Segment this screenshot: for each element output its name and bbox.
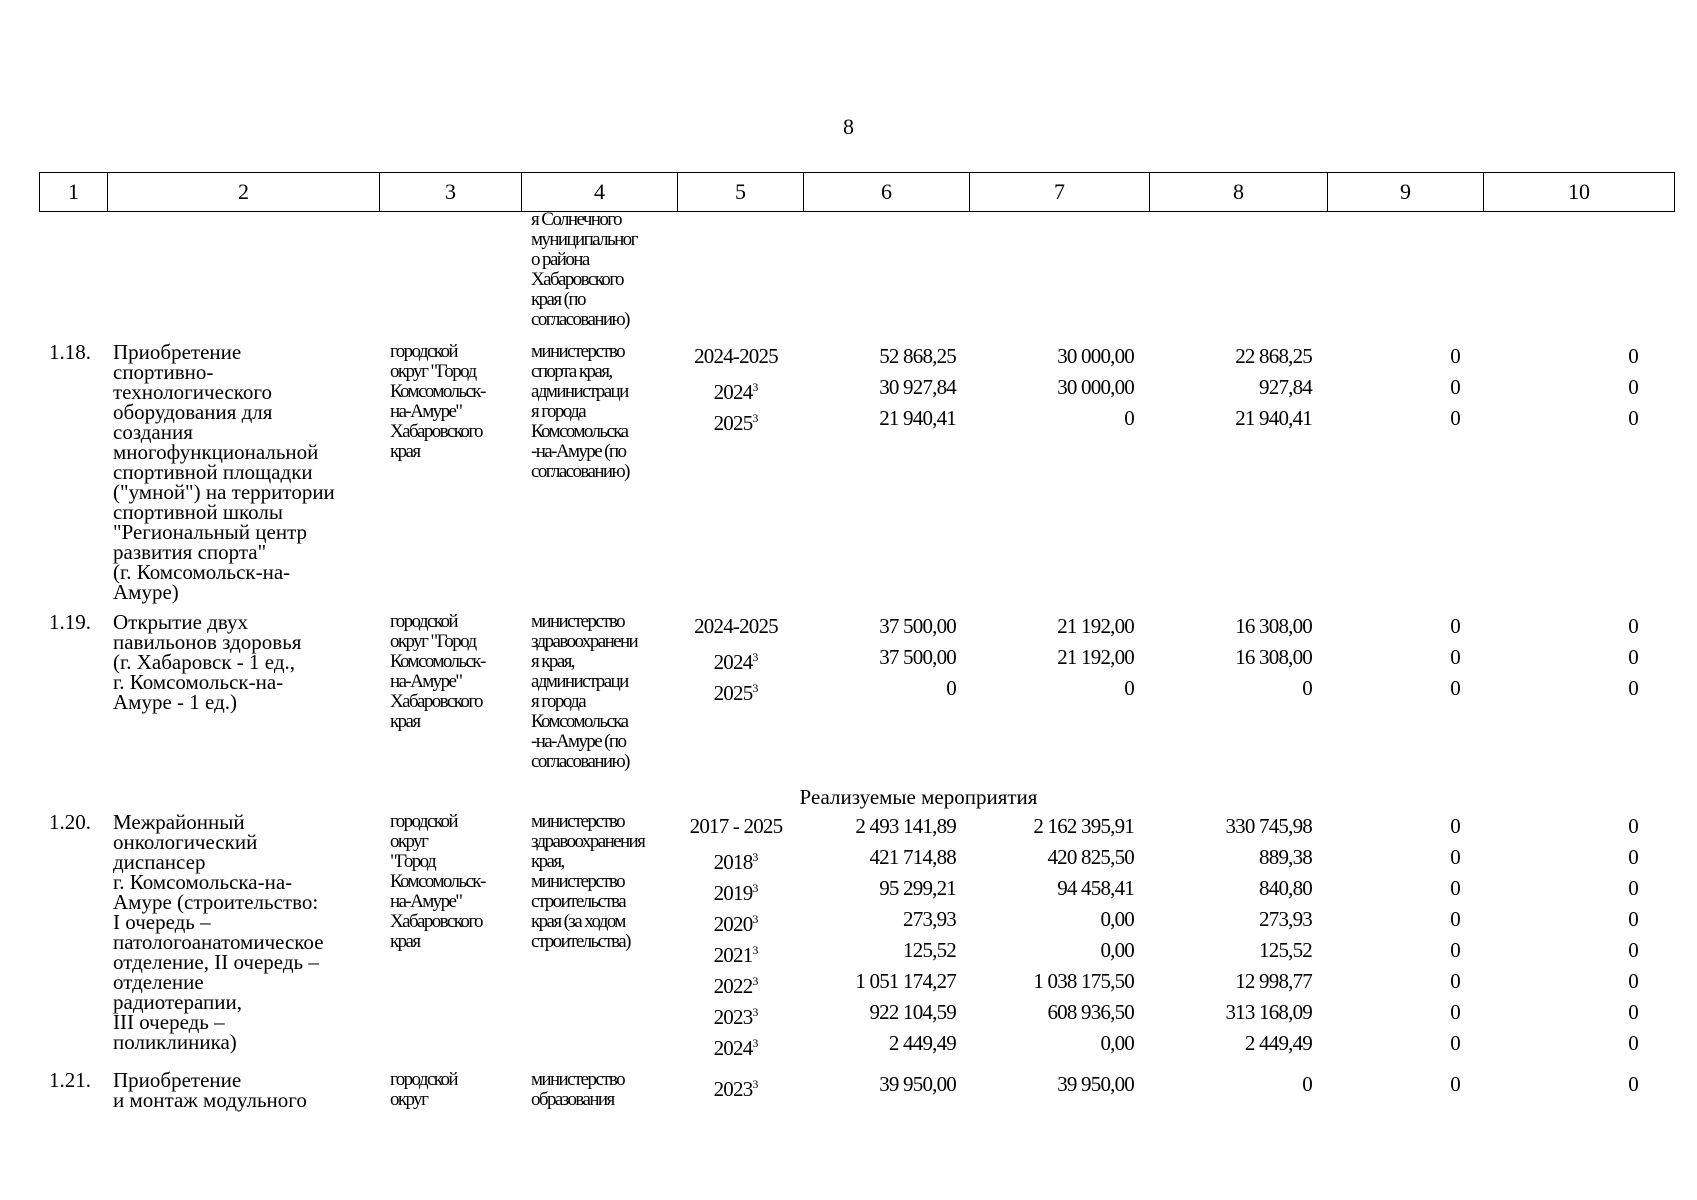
activity-name-line: многофункциональной xyxy=(113,440,319,464)
municipality-line: округ xyxy=(390,831,428,852)
total-amount-value: 922 104,59 xyxy=(869,1000,956,1024)
row-number: 1.19. xyxy=(49,610,91,634)
period-value xyxy=(672,1070,800,1101)
other-sources xyxy=(1470,1070,1638,1101)
regional-budget xyxy=(1144,1070,1312,1101)
period-value xyxy=(672,342,800,373)
municipality-line: округ "Город xyxy=(390,361,476,382)
responsible-body-line: администраци xyxy=(531,381,628,402)
municipality-line: городской xyxy=(390,611,457,632)
continuation-row xyxy=(0,210,1697,342)
municipality-line: края xyxy=(390,711,420,732)
rows-after-section xyxy=(0,812,1697,1120)
total-amount xyxy=(808,342,956,435)
regional-budget-value: 16 308,00 xyxy=(1235,645,1312,669)
other-sources xyxy=(1470,812,1638,1060)
period-value xyxy=(672,643,800,674)
regional-budget-value: 273,93 xyxy=(1259,907,1312,931)
total-amount-value: 2 449,49 xyxy=(888,1031,956,1055)
responsible-body-line: -на-Амуре (по xyxy=(531,731,626,752)
footnote-mark: 3 xyxy=(752,943,759,957)
federal-budget-value: 420 825,50 xyxy=(1047,845,1134,869)
period-value xyxy=(672,674,800,705)
activity-name-line: I очередь – xyxy=(113,910,211,934)
other-sources-value: 0 xyxy=(1628,845,1638,869)
responsible-body xyxy=(531,812,671,952)
regional-budget-value: 21 940,41 xyxy=(1235,406,1312,430)
federal-budget xyxy=(968,612,1134,705)
federal-budget-value: 0 xyxy=(1124,406,1134,430)
column-header-2: 2 xyxy=(108,173,380,212)
period-text: 2017 - 2025 xyxy=(689,814,783,838)
activity-name xyxy=(113,342,375,602)
federal-budget-value: 21 192,00 xyxy=(1057,614,1134,638)
regional-budget-value: 16 308,00 xyxy=(1235,614,1312,638)
municipality-line: "Город xyxy=(390,851,436,872)
responsible-body-line: Комсомольска xyxy=(531,711,628,732)
regional-budget xyxy=(1144,342,1312,435)
other-sources-value: 0 xyxy=(1628,938,1638,962)
regional-budget-value: 927,84 xyxy=(1259,375,1312,399)
period-value xyxy=(672,843,800,874)
other-sources-value: 0 xyxy=(1628,344,1638,368)
activity-name-line: Амуре (строительство: xyxy=(113,890,319,914)
local-budget-value: 0 xyxy=(1450,814,1460,838)
activity-name-line: спортивной площадки xyxy=(113,460,313,484)
responsible-body-line: я Солнечного xyxy=(531,209,621,230)
rows-before-section xyxy=(0,342,1697,782)
period-text: 2023 xyxy=(713,1005,753,1029)
period-value xyxy=(672,998,800,1029)
footnote-mark: 3 xyxy=(752,681,759,695)
responsible-body-line: о района xyxy=(531,249,589,270)
regional-budget-value: 2 449,49 xyxy=(1244,1031,1312,1055)
period-text: 2025 xyxy=(713,411,753,435)
responsible-body xyxy=(531,612,671,772)
footnote-mark: 3 xyxy=(752,912,759,926)
local-budget-value: 0 xyxy=(1450,406,1460,430)
activity-name-line: развития спорта" xyxy=(113,540,267,564)
period-text: 2024 xyxy=(713,380,753,404)
footnote-mark: 3 xyxy=(752,380,759,394)
responsible-body-line: образования xyxy=(531,1089,614,1110)
federal-budget-value: 2 162 395,91 xyxy=(1033,814,1134,838)
responsible-body-line: администраци xyxy=(531,671,628,692)
responsible-body xyxy=(531,210,671,330)
regional-budget-value: 0 xyxy=(1302,1072,1312,1096)
column-header-10: 10 xyxy=(1484,173,1675,212)
regional-budget-value: 889,38 xyxy=(1259,845,1312,869)
activity-name-line: спортивной школы xyxy=(113,500,283,524)
other-sources-value: 0 xyxy=(1628,375,1638,399)
total-amount-value: 37 500,00 xyxy=(879,645,956,669)
local-budget-value: 0 xyxy=(1450,969,1460,993)
total-amount-value: 421 714,88 xyxy=(869,845,956,869)
period-value xyxy=(672,967,800,998)
column-header-4: 4 xyxy=(522,173,678,212)
responsible-body-line: министерство xyxy=(531,1069,625,1090)
local-budget-value: 0 xyxy=(1450,1031,1460,1055)
municipality-line: Комсомольск- xyxy=(390,381,485,402)
footnote-mark: 3 xyxy=(752,1036,759,1050)
footnote-mark: 3 xyxy=(752,1077,759,1091)
period-value xyxy=(672,373,800,404)
other-sources-value: 0 xyxy=(1628,969,1638,993)
responsible-body-line: края (за ходом xyxy=(531,911,625,932)
responsible-body-line: министерство xyxy=(531,341,625,362)
column-header-9: 9 xyxy=(1328,173,1484,212)
activity-name-line: III очередь – xyxy=(113,1010,225,1034)
period-text: 2021 xyxy=(713,943,753,967)
municipality-line: Комсомольск- xyxy=(390,871,485,892)
federal-budget-value: 21 192,00 xyxy=(1057,645,1134,669)
municipality-line: городской xyxy=(390,811,457,832)
municipality-line: края xyxy=(390,441,420,462)
regional-budget-value: 840,80 xyxy=(1259,876,1312,900)
local-budget-value: 0 xyxy=(1450,375,1460,399)
total-amount-value: 95 299,21 xyxy=(879,876,956,900)
responsible-body-line: здравоохранения xyxy=(531,831,645,852)
period-text: 2020 xyxy=(713,912,753,936)
activity-name-line: (г. Комсомольск-на- xyxy=(113,560,291,584)
responsible-body-line: здравоохранени xyxy=(531,631,638,652)
activity-name-line: Межрайонный xyxy=(113,810,245,834)
responsible-body-line: -на-Амуре (по xyxy=(531,441,626,462)
regional-budget-value: 0 xyxy=(1302,676,1312,700)
total-amount-value: 21 940,41 xyxy=(879,406,956,430)
municipality xyxy=(390,1070,520,1110)
row-number: 1.20. xyxy=(49,810,91,834)
period-value xyxy=(672,874,800,905)
municipality-line: на-Амуре" xyxy=(390,891,462,912)
activity-name-line: и монтаж модульного xyxy=(113,1088,307,1112)
local-budget-value: 0 xyxy=(1450,344,1460,368)
responsible-body-line: я города xyxy=(531,691,586,712)
period-column xyxy=(672,342,800,435)
federal-budget-value: 94 458,41 xyxy=(1057,876,1134,900)
responsible-body-line: согласованию) xyxy=(531,461,629,482)
other-sources-value: 0 xyxy=(1628,876,1638,900)
other-sources-value: 0 xyxy=(1628,614,1638,638)
local-budget-value: 0 xyxy=(1450,1000,1460,1024)
federal-budget xyxy=(968,812,1134,1060)
local-budget-value: 0 xyxy=(1450,907,1460,931)
federal-budget-value: 0,00 xyxy=(1100,907,1134,931)
responsible-body-line: согласованию) xyxy=(531,751,629,772)
period-text: 2018 xyxy=(713,850,753,874)
regional-budget-value: 22 868,25 xyxy=(1235,344,1312,368)
responsible-body-line: края (по xyxy=(531,289,585,310)
local-budget xyxy=(1320,1070,1460,1101)
local-budget-value: 0 xyxy=(1450,876,1460,900)
municipality-line: на-Амуре" xyxy=(390,401,462,422)
local-budget-value: 0 xyxy=(1450,614,1460,638)
period-column xyxy=(672,612,800,705)
activity-name-line: поликлиника) xyxy=(113,1030,237,1054)
column-header-7: 7 xyxy=(970,173,1150,212)
local-budget xyxy=(1320,612,1460,705)
responsible-body-line: министерство xyxy=(531,871,625,892)
total-amount-value: 37 500,00 xyxy=(879,614,956,638)
responsible-body-line: министерство xyxy=(531,611,625,632)
period-value xyxy=(672,905,800,936)
federal-budget-value: 0 xyxy=(1124,676,1134,700)
federal-budget-value: 0,00 xyxy=(1100,938,1134,962)
activity-name-line: (г. Хабаровск - 1 ед., xyxy=(113,650,296,674)
activity-name-line: спортивно- xyxy=(113,360,214,384)
period-text: 2023 xyxy=(713,1077,753,1101)
footnote-mark: 3 xyxy=(752,1005,759,1019)
activity-name-line: создания xyxy=(113,420,193,444)
total-amount xyxy=(808,612,956,705)
footnote-mark: 3 xyxy=(752,411,759,425)
row-number: 1.18. xyxy=(49,340,91,364)
footnote-mark: 3 xyxy=(752,650,759,664)
period-value xyxy=(672,404,800,435)
federal-budget xyxy=(968,1070,1134,1101)
local-budget-value: 0 xyxy=(1450,1072,1460,1096)
regional-budget-value: 125,52 xyxy=(1259,938,1312,962)
municipality-line: на-Амуре" xyxy=(390,671,462,692)
responsible-body-line: спорта края, xyxy=(531,361,612,382)
federal-budget-value: 608 936,50 xyxy=(1047,1000,1134,1024)
column-header-table xyxy=(39,172,1675,212)
municipality-line: городской xyxy=(390,341,457,362)
municipality-line: городской xyxy=(390,1069,457,1090)
activity-name-line: онкологический xyxy=(113,830,258,854)
activity-name-line: оборудования для xyxy=(113,400,273,424)
municipality-line: Хабаровского xyxy=(390,691,482,712)
period-text: 2019 xyxy=(713,881,753,905)
federal-budget-value: 30 000,00 xyxy=(1057,375,1134,399)
footnote-mark: 3 xyxy=(752,850,759,864)
municipality-line: Комсомольск- xyxy=(390,651,485,672)
regional-budget-value: 313 168,09 xyxy=(1225,1000,1312,1024)
period-column xyxy=(672,812,800,1060)
responsible-body-line: Хабаровского xyxy=(531,269,623,290)
table-body xyxy=(0,210,1697,1120)
activity-name-line: ("умной") на территории xyxy=(113,480,335,504)
period-value xyxy=(672,612,800,643)
responsible-body-line: муниципальног xyxy=(531,229,637,250)
other-sources-value: 0 xyxy=(1628,1000,1638,1024)
activity-name-line: диспансер xyxy=(113,850,206,874)
activity-name xyxy=(113,612,375,712)
activity-name-line: Открытие двух xyxy=(113,610,249,634)
activity-name-line: патологоанатомическое xyxy=(113,930,324,954)
local-budget-value: 0 xyxy=(1450,845,1460,869)
period-text: 2024 xyxy=(713,1036,753,1060)
local-budget-value: 0 xyxy=(1450,676,1460,700)
table-row xyxy=(0,812,1697,1070)
activity-name xyxy=(113,812,375,1052)
section-title: Реализуемые мероприятия xyxy=(799,785,1038,809)
regional-budget-value: 12 998,77 xyxy=(1235,969,1312,993)
local-budget xyxy=(1320,812,1460,1060)
responsible-body-line: края, xyxy=(531,851,564,872)
activity-name-line: Амуре - 1 ед.) xyxy=(113,690,237,714)
regional-budget xyxy=(1144,812,1312,1060)
table-row xyxy=(0,342,1697,612)
municipality-line: округ xyxy=(390,1089,428,1110)
total-amount-value: 52 868,25 xyxy=(879,344,956,368)
other-sources-value: 0 xyxy=(1628,907,1638,931)
row-number: 1.21. xyxy=(49,1068,91,1092)
activity-name-line: отделение xyxy=(113,970,204,994)
footnote-mark: 3 xyxy=(752,974,759,988)
responsible-body xyxy=(531,1070,671,1110)
total-amount-value: 2 493 141,89 xyxy=(855,814,956,838)
responsible-body-line: министерство xyxy=(531,811,625,832)
local-budget xyxy=(1320,342,1460,435)
other-sources xyxy=(1470,612,1638,705)
activity-name-line: радиотерапии, xyxy=(113,990,242,1014)
regional-budget-value: 330 745,98 xyxy=(1225,814,1312,838)
other-sources xyxy=(1470,342,1638,435)
period-text: 2024-2025 xyxy=(694,344,778,368)
total-amount-value: 273,93 xyxy=(903,907,956,931)
column-header-3: 3 xyxy=(380,173,522,212)
activity-name xyxy=(113,1070,375,1110)
responsible-body-line: согласованию) xyxy=(531,309,629,330)
total-amount-value: 125,52 xyxy=(903,938,956,962)
responsible-body xyxy=(531,342,671,482)
other-sources-value: 0 xyxy=(1628,676,1638,700)
other-sources-value: 0 xyxy=(1628,1031,1638,1055)
federal-budget-value: 0,00 xyxy=(1100,1031,1134,1055)
column-header-8: 8 xyxy=(1150,173,1328,212)
activity-name-line: "Региональный центр xyxy=(113,520,308,544)
federal-budget-value: 39 950,00 xyxy=(1057,1072,1134,1096)
period-column xyxy=(672,1070,800,1101)
responsible-body-line: строительства) xyxy=(531,931,630,952)
activity-name-line: Амуре) xyxy=(113,580,179,604)
period-value xyxy=(672,936,800,967)
other-sources-value: 0 xyxy=(1628,645,1638,669)
period-value xyxy=(672,812,800,843)
footnote-mark: 3 xyxy=(752,881,759,895)
municipality-line: округ "Город xyxy=(390,631,476,652)
activity-name-line: отделение, II очередь – xyxy=(113,950,319,974)
responsible-body-line: я края, xyxy=(531,651,574,672)
column-header-1: 1 xyxy=(40,173,108,212)
federal-budget xyxy=(968,342,1134,435)
activity-name-line: Приобретение xyxy=(113,1068,242,1092)
total-amount-value: 30 927,84 xyxy=(879,375,956,399)
other-sources-value: 0 xyxy=(1628,406,1638,430)
federal-budget-value: 1 038 175,50 xyxy=(1033,969,1134,993)
activity-name-line: г. Комсомольска-на- xyxy=(113,870,293,894)
responsible-body-line: я города xyxy=(531,401,586,422)
total-amount-value: 1 051 174,27 xyxy=(855,969,956,993)
municipality xyxy=(390,342,520,462)
page-number: 8 xyxy=(843,114,854,139)
table-row xyxy=(0,612,1697,782)
activity-name-line: Приобретение xyxy=(113,340,242,364)
period-text: 2025 xyxy=(713,681,753,705)
local-budget-value: 0 xyxy=(1450,645,1460,669)
municipality xyxy=(390,812,520,952)
period-text: 2024-2025 xyxy=(694,614,778,638)
other-sources-value: 0 xyxy=(1628,1072,1638,1096)
federal-budget-value: 30 000,00 xyxy=(1057,344,1134,368)
period-text: 2022 xyxy=(713,974,753,998)
period-text: 2024 xyxy=(713,650,753,674)
responsible-body-line: Комсомольска xyxy=(531,421,628,442)
municipality-line: Хабаровского xyxy=(390,421,482,442)
table-row xyxy=(0,1070,1697,1120)
other-sources-value: 0 xyxy=(1628,814,1638,838)
responsible-body-line: строительства xyxy=(531,891,626,912)
total-amount xyxy=(808,1070,956,1101)
column-header-5: 5 xyxy=(678,173,804,212)
municipality-line: Хабаровского xyxy=(390,911,482,932)
municipality-line: края xyxy=(390,931,420,952)
total-amount xyxy=(808,812,956,1060)
period-value xyxy=(672,1029,800,1060)
local-budget-value: 0 xyxy=(1450,938,1460,962)
column-header-6: 6 xyxy=(804,173,970,212)
activity-name-line: г. Комсомольск-на- xyxy=(113,670,284,694)
total-amount-value: 39 950,00 xyxy=(879,1072,956,1096)
total-amount-value: 0 xyxy=(946,676,956,700)
activity-name-line: павильонов здоровья xyxy=(113,630,302,654)
municipality xyxy=(390,612,520,732)
activity-name-line: технологического xyxy=(113,380,272,404)
regional-budget xyxy=(1144,612,1312,705)
